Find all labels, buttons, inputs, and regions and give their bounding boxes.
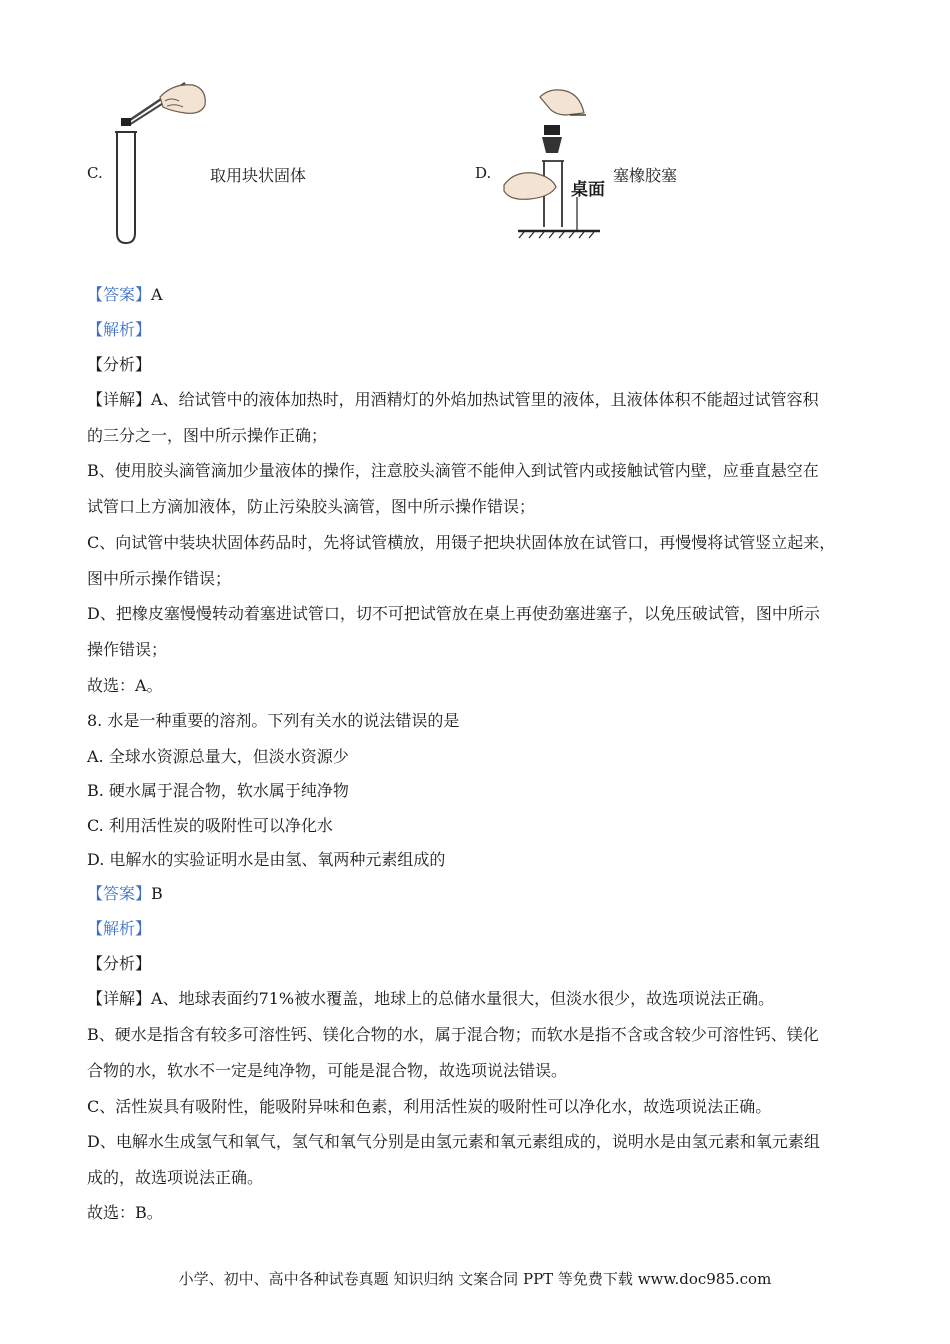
q8-b-line-2: 合物的水，软水不一定是纯净物，可能是混合物，故选项说法错误。: [87, 1061, 568, 1080]
tweezers-test-tube-illustration: [105, 75, 215, 250]
q8-b-line-1: B、硬水是指含有较多可溶性钙、镁化合物的水，属于混合物；而软水是指不含或含较少可溶性钙、镁化: [87, 1025, 819, 1044]
q8-option-a: A. 全球水资源总量大，但淡水资源少: [87, 747, 349, 766]
q7-b-line-1: B、使用胶头滴管滴加少量液体的操作，注意胶头滴管不能伸入到试管内或接触试管内壁，应垂直悬空在: [87, 461, 819, 480]
q8-d-line-2: 成的，故选项说法正确。: [87, 1168, 264, 1187]
q7-analysis-tag: 【解析】: [87, 320, 152, 339]
answer-value: B: [151, 884, 163, 903]
q7-fenxi-tag: 【分析】: [87, 355, 152, 374]
q7-choice: 故选：A。: [87, 676, 163, 695]
answer-tag: 【答案】: [87, 884, 152, 903]
q7-d-line-1: D、把橡皮塞慢慢转动着塞进试管口，切不可把试管放在桌上再使劲塞进塞子，以免压破试管，图中所示: [87, 604, 820, 623]
q8-detail-line: [87, 988, 774, 1010]
q7-c-line-1: C、向试管中装块状固体药品时，先将试管横放，用镊子把块状固体放在试管口，再慢慢将试管竖立起来，: [87, 533, 836, 552]
answer-tag: 【答案】: [87, 285, 152, 304]
q7-b-line-2: 试管口上方滴加液体，防止污染胶头滴管，图中所示操作错误；: [87, 497, 536, 516]
q8-stem: 8. 水是一种重要的溶剂。下列有关水的说法错误的是: [87, 711, 460, 730]
q8-c-line-1: C、活性炭具有吸附性，能吸附异味和色素，利用活性炭的吸附性可以净化水，故选项说法正确。: [87, 1097, 772, 1116]
option-d-caption: 塞橡胶塞: [613, 166, 678, 185]
q8-answer: [87, 883, 163, 905]
option-c-caption: 取用块状固体: [210, 166, 307, 185]
q8-analysis-tag: 【解析】: [87, 919, 152, 938]
q7-detail-line: [87, 389, 819, 411]
q8-d-line-1: D、电解水生成氢气和氧气，氢气和氧气分别是由氢元素和氧元素组成的，说明水是由氢元素和氧元素组: [87, 1132, 820, 1151]
q8-fenxi-tag: 【分析】: [87, 954, 152, 973]
detail-text: A、地球表面约71%被水覆盖，地球上的总储水量很大，但淡水很少，故选项说法正确。: [151, 989, 775, 1008]
stopper-test-tube-illustration: [500, 85, 605, 240]
q8-option-c: C. 利用活性炭的吸附性可以净化水: [87, 816, 333, 835]
q8-option-b: B. 硬水属于混合物，软水属于纯净物: [87, 781, 349, 800]
detail-tag: 【详解】: [87, 989, 152, 1008]
answer-value: A: [151, 285, 163, 304]
q7-d-line-2: 操作错误；: [87, 640, 168, 659]
q8-option-d: D. 电解水的实验证明水是由氢、氧两种元素组成的: [87, 850, 446, 869]
page-footer: 小学、初中、高中各种试卷真题 知识归纳 文案合同 PPT 等免费下载 www.doc985.com: [178, 1270, 772, 1288]
q7-c-line-2: 图中所示操作错误；: [87, 569, 232, 588]
option-d-letter: D.: [475, 164, 492, 182]
detail-tag: 【详解】: [87, 390, 152, 409]
q7-detail-line-2: 的三分之一，图中所示操作正确；: [87, 426, 328, 445]
option-c-letter: C.: [87, 164, 103, 182]
q7-answer: [87, 284, 163, 306]
q8-choice: 故选：B。: [87, 1203, 163, 1222]
table-surface-label: 桌面: [571, 180, 605, 200]
detail-text: A、给试管中的液体加热时，用酒精灯的外焰加热试管里的液体，且液体体积不能超过试管容积: [151, 390, 819, 409]
